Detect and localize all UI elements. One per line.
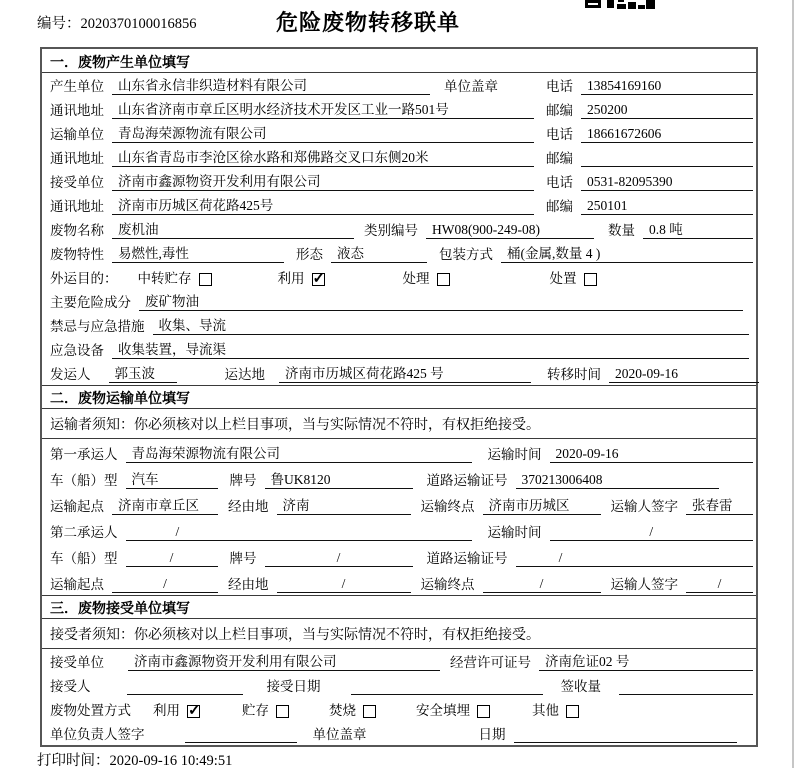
row-waste-property: [42, 241, 756, 265]
checkbox-icon: [312, 273, 325, 286]
page-title: 危险废物转移联单: [275, 10, 460, 35]
checkbox-icon: [566, 705, 579, 718]
producer-zip-value: 250200: [581, 102, 753, 119]
transporter-addr-value: 山东省青岛市李沧区徐水路和郑佛路交叉口东侧20米: [112, 146, 534, 167]
receiver-phone-value: 0531-82095390: [581, 174, 753, 191]
option-label: 利用: [153, 703, 180, 718]
section3-notice: 接受者须知：你必须核对以上栏目事项，当与实际情况不符时，有权拒绝接受。: [42, 619, 756, 649]
vehicle1-label: 车（船）型: [50, 473, 118, 488]
print-time-label: 打印时间：: [37, 753, 110, 768]
purpose-label: 外运目的：: [50, 271, 118, 286]
row-emergency-equipment: [42, 337, 756, 361]
receiver-addr-label: 通讯地址: [50, 199, 104, 214]
producer-addr-label: 通讯地址: [50, 103, 104, 118]
producer-label: 产生单位: [50, 79, 104, 94]
time1-label: 运输时间: [487, 447, 542, 462]
origin2-value: /: [112, 576, 218, 593]
option-label: 安全填埋: [416, 703, 470, 718]
row-producer-address: [42, 97, 756, 121]
row-receiver-address: [42, 193, 756, 217]
checkbox-icon: [477, 705, 490, 718]
receiver-value: 济南市鑫源物资开发利用有限公司: [112, 170, 534, 191]
property-label: 废物特性: [50, 247, 104, 262]
waste-name-value: 废机油: [112, 218, 354, 239]
doc-number-label: 编号：: [37, 16, 81, 32]
received-qty-label: 签收量: [560, 679, 601, 694]
time2-value: /: [550, 524, 754, 541]
unit-seal-label: 单位盖章: [444, 79, 498, 94]
carrier1-label: 第一承运人: [50, 447, 118, 462]
consignor-value: 郭玉波: [109, 362, 177, 383]
date-label: 日期: [478, 727, 506, 742]
row-route1: [42, 491, 756, 517]
form-value: 液态: [331, 242, 427, 263]
row-accept-unit: [42, 649, 756, 673]
row-taboo-measures: [42, 313, 756, 337]
accept-date-label: 接受日期: [266, 679, 321, 694]
checkbox-icon: [584, 273, 597, 286]
accept-unit-value: 济南市鑫源物资开发利用有限公司: [128, 650, 440, 671]
row-carrier2: [42, 517, 756, 543]
vehicle2-label: 车（船）型: [50, 551, 118, 566]
row-disposal-method: [42, 697, 756, 721]
permit2-value: /: [516, 550, 606, 567]
row-vehicle2: [42, 543, 756, 569]
carrier2-value: /: [126, 524, 472, 541]
end2-value: /: [483, 576, 601, 593]
row-route2: [42, 569, 756, 595]
checkbox-icon: [276, 705, 289, 718]
disposal-option-landfill: [416, 699, 490, 719]
via1-label: 经由地: [228, 499, 269, 514]
checkbox-icon: [199, 273, 212, 286]
receiver-zip-value: 250101: [581, 198, 753, 215]
origin1-label: 运输起点: [50, 499, 104, 514]
producer-phone-value: 13854169160: [581, 78, 753, 95]
end1-label: 运输终点: [420, 499, 475, 514]
origin2-label: 运输起点: [50, 577, 104, 592]
transporter-phone-value: 18661672606: [581, 126, 753, 143]
section2-notice: 运输者须知：你必须核对以上栏目事项，当与实际情况不符时，有权拒绝接受。: [42, 409, 756, 439]
row-transporter-address: [42, 145, 756, 169]
end2-label: 运输终点: [420, 577, 475, 592]
transporter-zip-value: [581, 150, 753, 167]
row-transporter: [42, 121, 756, 145]
packing-label: 包装方式: [439, 247, 493, 262]
row-acceptor: [42, 673, 756, 697]
disposal-option-incinerate: [329, 699, 376, 719]
section1-header: 一．废物产生单位填写: [42, 49, 756, 73]
row-consignor: [42, 361, 756, 385]
row-carrier1: [42, 439, 756, 465]
hazard-label: 主要危险成分: [50, 295, 131, 310]
acceptor-value: [127, 678, 243, 695]
unit-seal2-label: 单位盖章: [312, 727, 367, 742]
transfer-date-label: 转移时间: [547, 367, 601, 382]
form-label: 形态: [296, 247, 323, 262]
manifest-form: [40, 47, 758, 747]
section2-header: 二．废物运输单位填写: [42, 385, 756, 409]
purpose-option-treat: [403, 267, 450, 287]
acceptor-label: 接受人: [50, 679, 91, 694]
row-waste-name: [42, 217, 756, 241]
purpose-option-utilize: [278, 267, 325, 287]
license-label: 经营许可证号: [450, 655, 531, 670]
disposal-label: 废物处置方式: [50, 703, 131, 718]
property-value: 易燃性,毒性: [112, 242, 284, 263]
packing-value: 桶(金属,数量 4 ): [501, 242, 753, 263]
sign1-label: 运输人签字: [610, 499, 678, 514]
checkbox-icon: [437, 273, 450, 286]
print-time: [37, 749, 232, 768]
purpose-option-transfer-storage: [138, 267, 212, 287]
disposal-option-other: [532, 699, 579, 719]
option-label: 中转贮存: [137, 271, 192, 286]
plate2-label: 牌号: [229, 551, 257, 566]
row-manager-sign: [42, 721, 756, 745]
destination-label: 运达地: [224, 367, 265, 382]
row-vehicle1: [42, 465, 756, 491]
plate1-label: 牌号: [229, 473, 257, 488]
permit1-label: 道路运输证号: [426, 473, 508, 488]
vehicle2-value: /: [126, 550, 218, 567]
option-label: 贮存: [242, 703, 269, 718]
page-edge-line: [792, 0, 794, 768]
via1-value: 济南: [277, 494, 411, 515]
option-label: 处置: [549, 271, 577, 286]
quantity-value: 0.8 吨: [643, 218, 753, 239]
producer-value: 山东省永信非织造材料有限公司: [112, 74, 430, 95]
transporter-addr-label: 通讯地址: [50, 151, 104, 166]
quantity-label: 数量: [608, 223, 635, 238]
taboo-value: 收集、导流: [153, 314, 750, 335]
equipment-value: 收集装置，导流渠: [112, 338, 749, 359]
permit2-extra-line: [606, 550, 754, 567]
accept-unit-label: 接受单位: [50, 655, 104, 670]
waste-name-label: 废物名称: [50, 223, 104, 238]
via2-value: /: [277, 576, 411, 593]
doc-number-value: 2020370100016856: [80, 16, 197, 32]
time2-label: 运输时间: [487, 525, 542, 540]
option-label: 处理: [402, 271, 430, 286]
purpose-option-dispose: [550, 267, 597, 287]
checkbox-icon: [187, 705, 200, 718]
transporter-label: 运输单位: [50, 127, 104, 142]
qr-code-fragment: [585, 0, 655, 9]
option-label: 其他: [532, 703, 559, 718]
category-value: HW08(900-249-08): [426, 222, 594, 239]
manager-sign-value: [185, 726, 297, 743]
accept-date-value: [351, 678, 543, 695]
disposal-option-storage: [242, 699, 289, 719]
row-producer: [42, 73, 756, 97]
checkbox-icon: [363, 705, 376, 718]
sign2-value: /: [686, 576, 753, 593]
date-value: [514, 726, 738, 743]
destination-value: 济南市历城区荷花路425 号: [279, 362, 531, 383]
plate1-value: 鲁UK8120: [265, 468, 413, 489]
row-hazard-component: [42, 289, 756, 313]
origin1-value: 济南市章丘区: [112, 494, 218, 515]
receiver-addr-value: 济南市历城区荷花路425号: [112, 194, 534, 215]
permit2-label: 道路运输证号: [426, 551, 508, 566]
disposal-option-utilize: [153, 699, 200, 719]
producer-addr-value: 山东省济南市章丘区明水经济技术开发区工业一路501号: [112, 98, 534, 119]
permit1-value: 370213006408: [516, 472, 720, 489]
receiver-zip-label: 邮编: [546, 199, 573, 214]
manager-sign-label: 单位负责人签字: [50, 727, 145, 742]
transporter-phone-label: 电话: [546, 127, 573, 142]
producer-zip-label: 邮编: [546, 103, 573, 118]
category-label: 类别编号: [364, 223, 418, 238]
option-label: 焚烧: [329, 703, 356, 718]
transporter-zip-label: 邮编: [546, 151, 573, 166]
license-value: 济南危证02 号: [539, 650, 753, 671]
sign2-label: 运输人签字: [610, 577, 678, 592]
consignor-label: 发运人: [50, 367, 91, 382]
vehicle1-value: 汽车: [126, 468, 218, 489]
taboo-label: 禁忌与应急措施: [50, 319, 145, 334]
plate2-value: /: [265, 550, 413, 567]
hazard-value: 废矿物油: [139, 290, 743, 311]
received-qty-value: [619, 678, 753, 695]
via2-label: 经由地: [228, 577, 269, 592]
end1-value: 济南市历城区: [483, 494, 601, 515]
receiver-label: 接受单位: [50, 175, 104, 190]
time1-value: 2020-09-16: [550, 446, 754, 463]
row-purpose: [42, 265, 756, 289]
carrier1-value: 青岛海荣源物流有限公司: [126, 442, 472, 463]
print-time-value: 2020-09-16 10:49:51: [109, 753, 233, 768]
option-label: 利用: [277, 271, 305, 286]
transporter-value: 青岛海荣源物流有限公司: [112, 122, 534, 143]
receiver-phone-label: 电话: [546, 175, 573, 190]
carrier2-label: 第二承运人: [50, 525, 118, 540]
equipment-label: 应急设备: [50, 343, 104, 358]
section3-header: 三．废物接受单位填写: [42, 595, 756, 619]
transfer-date-value: 2020-09-16: [609, 366, 759, 383]
sign1-value: 张春雷: [686, 494, 753, 515]
producer-phone-label: 电话: [546, 79, 573, 94]
row-receiver: [42, 169, 756, 193]
